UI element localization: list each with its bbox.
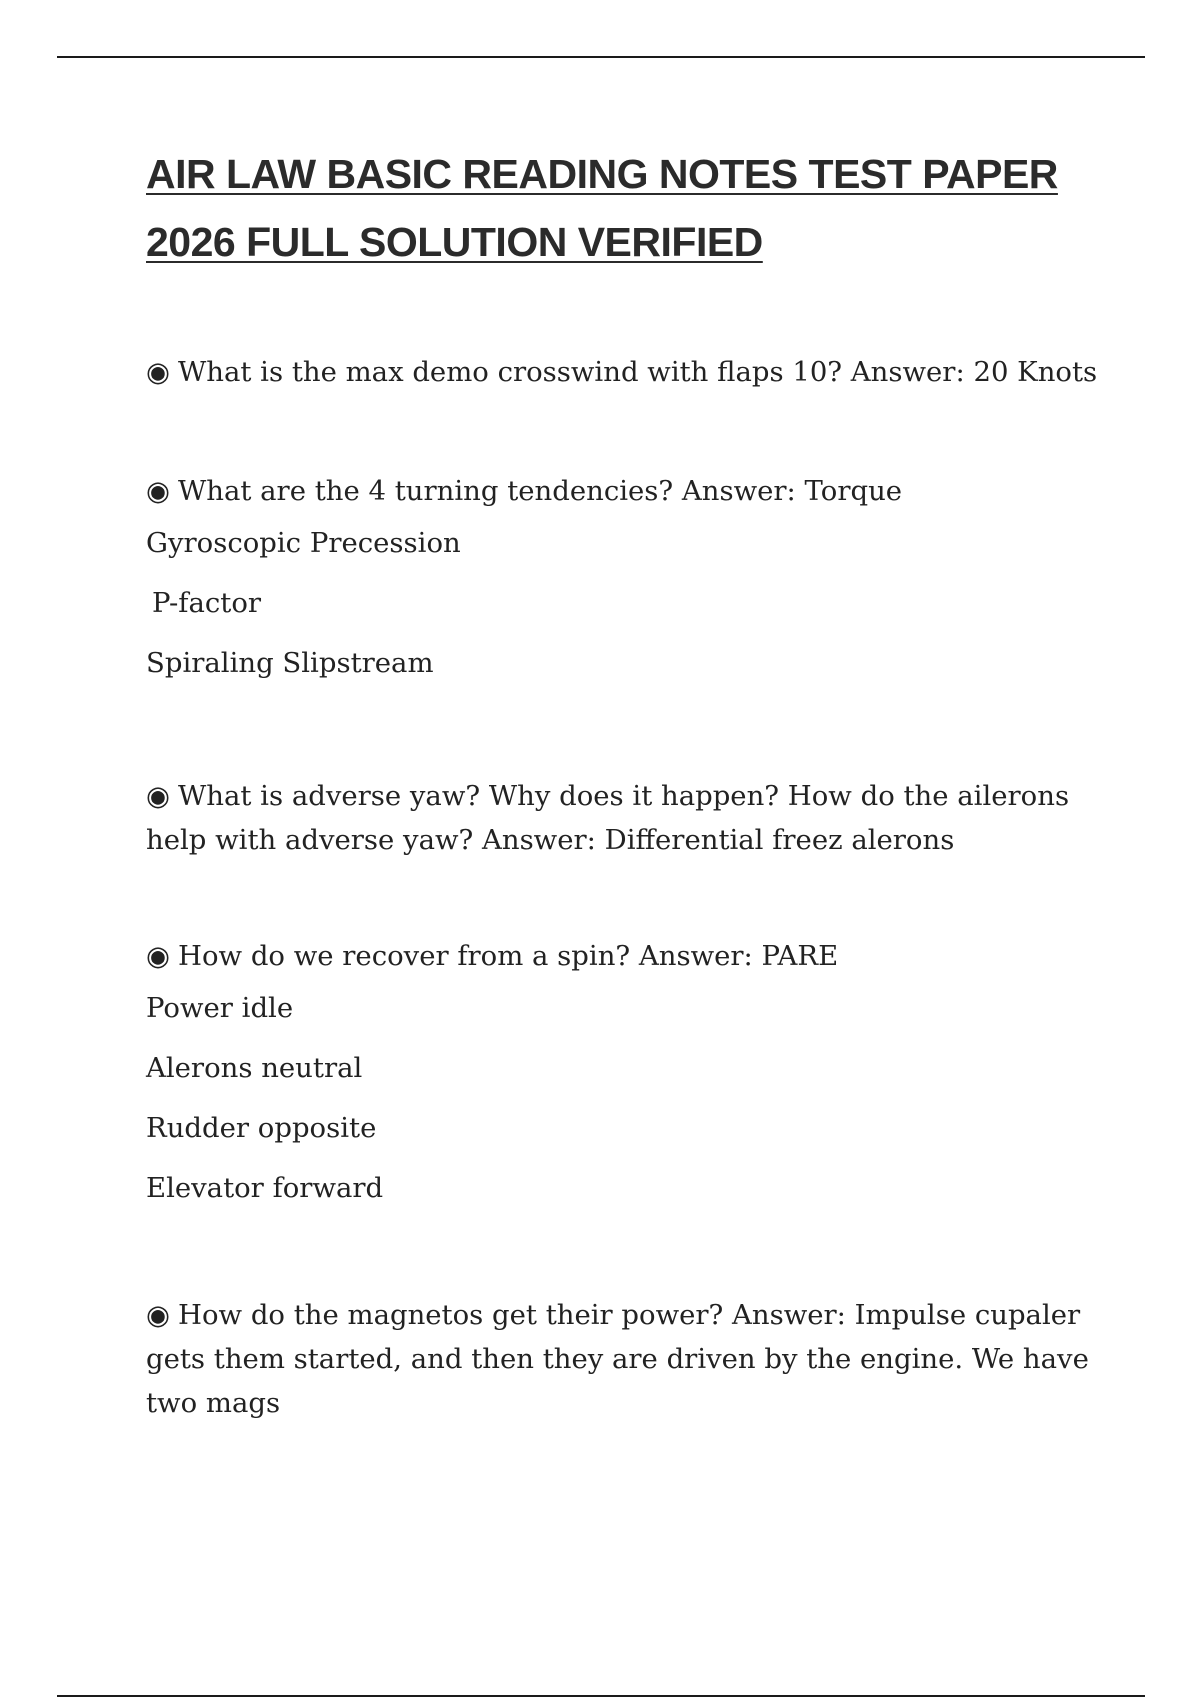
qa-item [146,469,1106,693]
question-text: How do the magnetos get their power? Answer: Impulse cupaler gets them started, and then they are driven by the engine. We have two mags [146,1299,1089,1419]
document-body [146,140,1106,1419]
fisheye-bullet-icon: ◉ [146,780,170,812]
fisheye-bullet-icon: ◉ [146,940,170,972]
question-text: What is the max demo crosswind with flaps 10? Answer: 20 Knots [178,356,1098,388]
answer-line: Gyroscopic Precession [146,527,461,559]
question-text: How do we recover from a spin? Answer: PARE [178,940,839,972]
answer-line: Elevator forward [146,1172,384,1204]
qa-item [146,1293,1106,1425]
fisheye-bullet-icon: ◉ [146,356,170,388]
answer-line: Rudder opposite [146,1112,377,1144]
question-text: What is adverse yaw? Why does it happen? How do the ailerons help with adverse yaw? Answer: Differential freez alerons [146,780,1070,856]
qa-item [146,774,1106,862]
question-text: What are the 4 turning tendencies? Answer: Torque [178,475,903,507]
qa-item [146,934,1106,1218]
answer-line: Alerons neutral [146,1052,363,1084]
top-divider [57,56,1145,58]
answer-line: Spiraling Slipstream [146,647,434,679]
fisheye-bullet-icon: ◉ [146,475,170,507]
answer-line: P-factor [152,587,262,619]
page-title: AIR LAW BASIC READING NOTES TEST PAPER 2026 FULL SOLUTION VERIFIED [146,151,1058,265]
answer-line: Power idle [146,992,294,1024]
bottom-divider [57,1695,1145,1697]
qa-item [146,350,1106,394]
fisheye-bullet-icon: ◉ [146,1299,170,1331]
